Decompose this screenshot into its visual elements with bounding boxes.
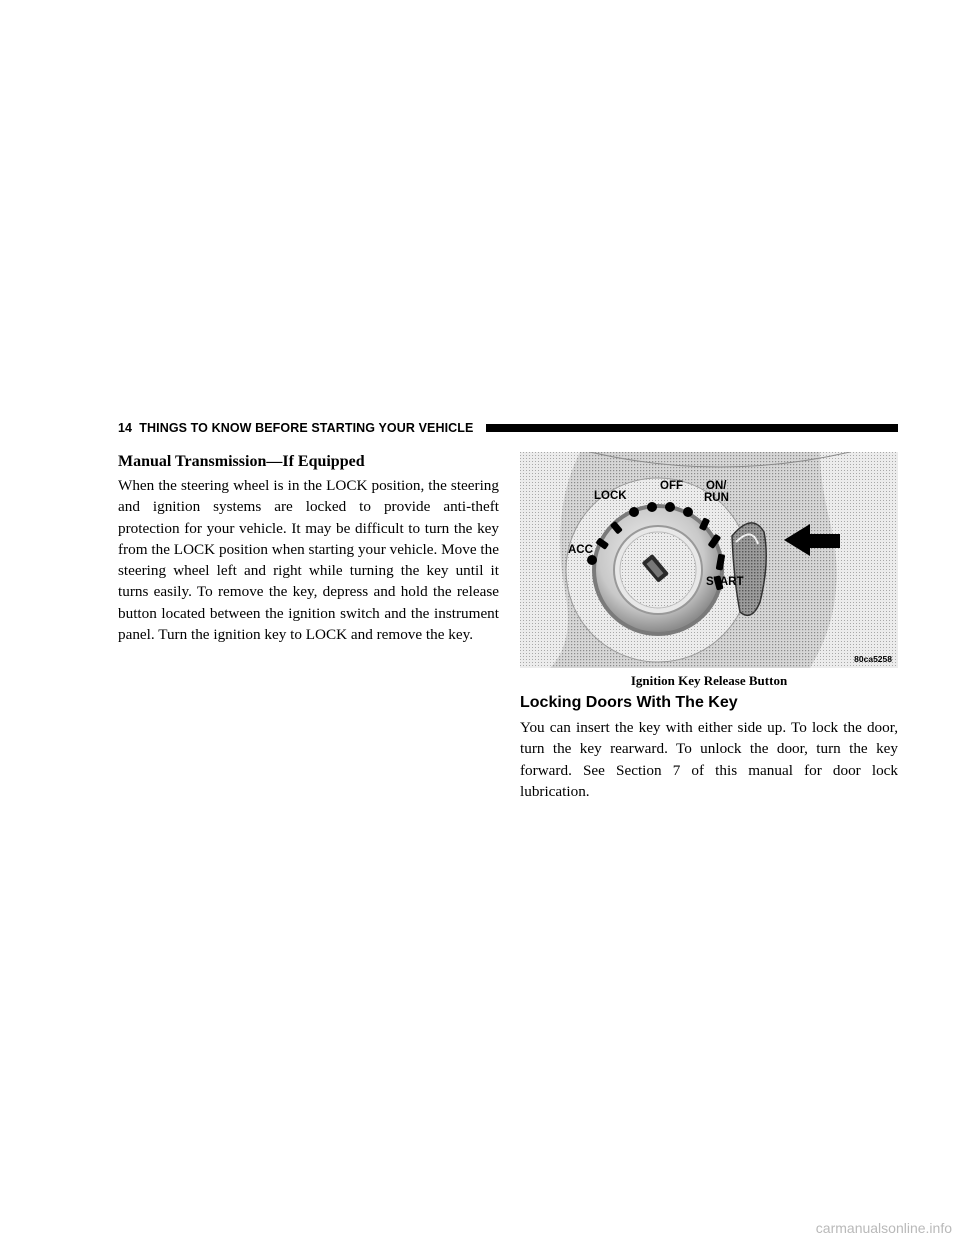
left-column <box>118 452 499 645</box>
figure-code: 80ca5258 <box>854 654 892 664</box>
label-lock: LOCK <box>594 490 627 502</box>
running-title: THINGS TO KNOW BEFORE STARTING YOUR VEHICLE <box>139 421 474 435</box>
running-header <box>118 420 898 436</box>
manual-transmission-paragraph: When the steering wheel is in the LOCK position, the steering and ignition systems are locked to provide anti-theft protection for your vehicle. It may be difficult to turn the key from the LOCK position when starting your vehicle. Move the steering wheel left and right while turning the key until it turns easily. To remove the key, depress and hold the release button located between the ignition switch and the instrument panel. Turn the ignition key to LOCK and remove the key. <box>118 477 499 644</box>
figure-caption: Ignition Key Release Button <box>630 673 788 688</box>
label-start: START <box>706 576 744 588</box>
label-off: OFF <box>660 480 683 492</box>
header-title <box>118 420 473 436</box>
page-number: 14 <box>118 421 133 435</box>
label-acc: ACC <box>568 544 593 556</box>
label-run: RUN <box>704 492 729 504</box>
locking-doors-heading: Locking Doors With The Key <box>520 694 738 711</box>
locking-doors-paragraph: You can insert the key with either side up. To lock the door, turn the key rearward. To unlock the door, turn the key forward. See Section 7 of this manual for door lock lubrication. <box>520 719 898 800</box>
watermark: carmanualsonline.info <box>815 1220 952 1236</box>
section-title: Manual Transmission—If Equipped <box>118 453 365 470</box>
ignition-figure <box>520 452 898 668</box>
right-column <box>520 452 898 802</box>
header-rule <box>486 424 898 432</box>
label-on: ON/ <box>706 480 727 492</box>
